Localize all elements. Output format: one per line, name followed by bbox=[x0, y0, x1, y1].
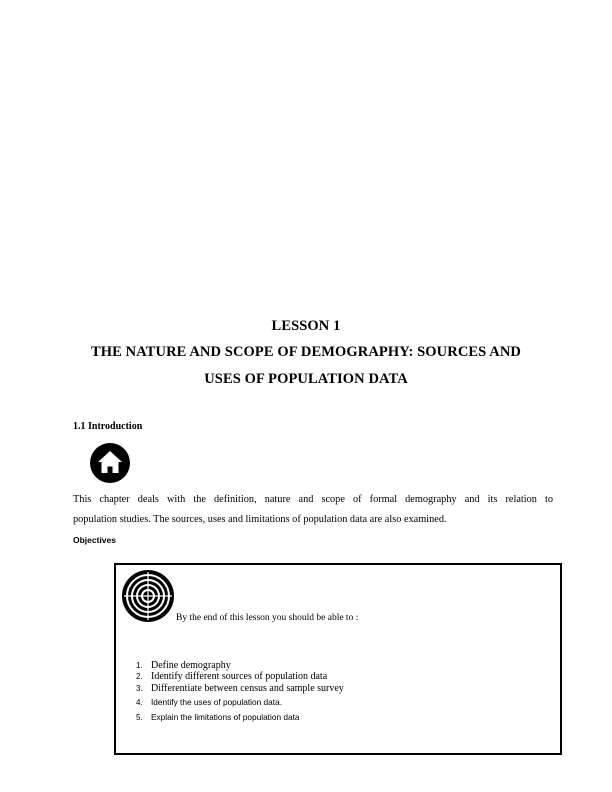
home-icon bbox=[89, 442, 131, 484]
objectives-box bbox=[114, 563, 562, 755]
objective-text: Define demography bbox=[151, 660, 231, 671]
objective-text: Identify different sources of population data bbox=[151, 671, 328, 683]
objective-item bbox=[136, 671, 344, 682]
objective-item bbox=[136, 660, 344, 671]
objective-item bbox=[136, 697, 344, 708]
objective-number: 2. bbox=[136, 672, 143, 682]
objective-number: 4. bbox=[136, 698, 143, 708]
section-heading-introduction: 1.1 Introduction bbox=[73, 421, 143, 432]
introduction-line-2: population studies. The sources, uses and limitations of population data are also examined. bbox=[73, 514, 447, 525]
lesson-title-line-2: USES OF POPULATION DATA bbox=[204, 371, 408, 387]
objective-number: 5. bbox=[136, 712, 143, 722]
objective-number: 1. bbox=[136, 661, 143, 670]
objective-text: Differentiate between census and sample survey bbox=[151, 682, 344, 694]
target-icon bbox=[121, 569, 175, 623]
objective-item bbox=[136, 712, 344, 723]
objective-text: Explain the limitations of population data bbox=[151, 711, 300, 722]
objective-item bbox=[136, 683, 344, 694]
objective-number: 3. bbox=[136, 683, 143, 693]
objectives-list bbox=[136, 660, 344, 723]
objectives-intro: By the end of this lesson you should be able to : bbox=[176, 613, 359, 623]
objective-text: Identify the uses of population data. bbox=[151, 697, 283, 708]
objectives-label: Objectives bbox=[73, 535, 116, 545]
lesson-title-line-1: THE NATURE AND SCOPE OF DEMOGRAPHY: SOURCES AND bbox=[91, 344, 521, 360]
introduction-line-1: This chapter deals with the definition, nature and scope of formal demography and its relation to bbox=[73, 494, 553, 505]
lesson-number: LESSON 1 bbox=[271, 318, 341, 334]
introduction-paragraph bbox=[73, 490, 553, 530]
